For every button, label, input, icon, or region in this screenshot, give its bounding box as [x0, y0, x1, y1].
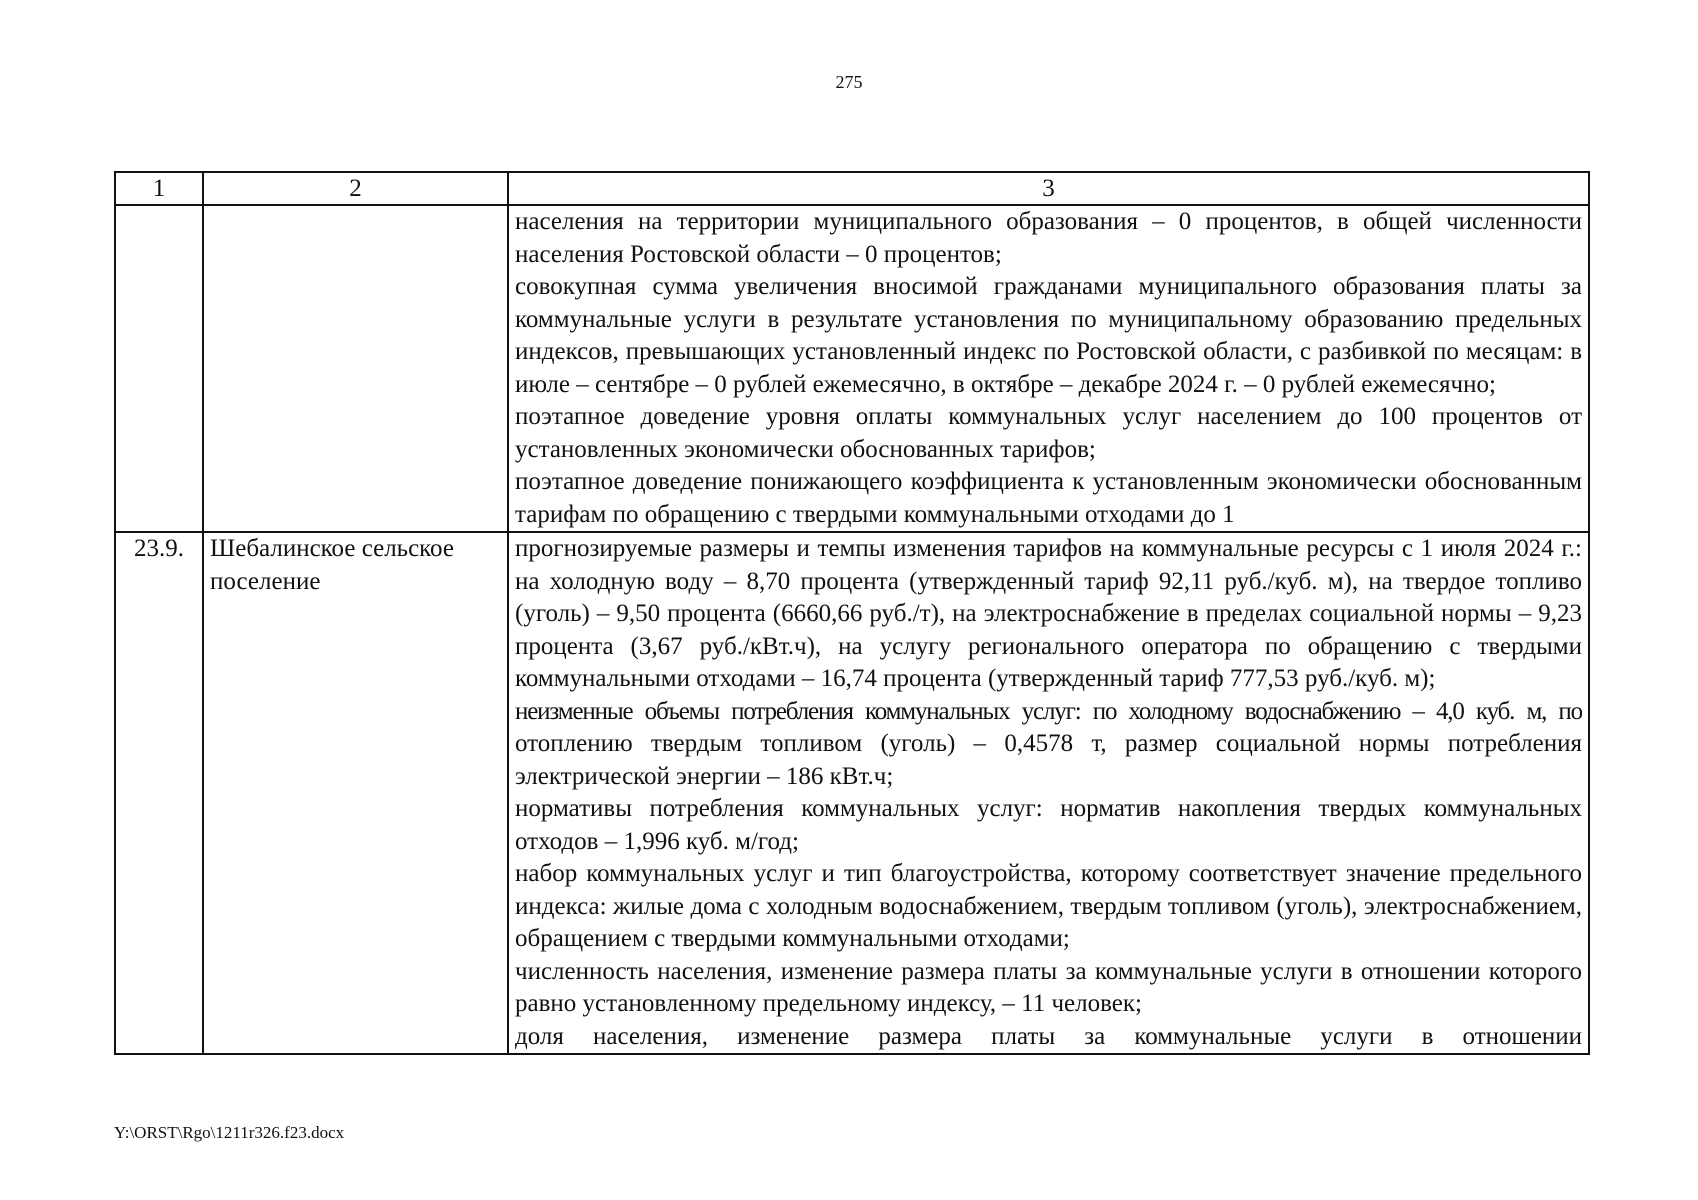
paragraph: набор коммунальных услуг и тип благоустройства, которому соответствует значение предельного индекса: жилые дома с холодным водоснабжением, твердым топливом (уголь), электроснабжением, обращением с твердыми коммунальными отходами; — [515, 860, 1582, 952]
description-cell — [508, 532, 1589, 1054]
paragraph: населения на территории муниципального образования – 0 процентов, в общей численности населения Ростовской области – 0 процентов; — [515, 208, 1582, 268]
paragraph: прогнозируемые размеры и темпы изменения тарифов на коммунальные ресурсы с 1 июля 2024 г.: на холодную воду – 8,70 процента (утвержденный тариф 92,11 руб./куб. м), на твердое топливо (уголь) – 9,50 процента (6660,66 руб./т), на электроснабжение в пределах социальной нормы – 9,23 процента (3,67 руб./кВт.ч), на услугу регионального оператора по обращению с твердыми коммунальными отходами – 16,74 процента (утвержденный тариф 777,53 руб./куб. м); — [515, 535, 1582, 692]
paragraph: поэтапное доведение уровня оплаты коммунальных услуг населением до 100 процентов от установленных экономически обоснованных тарифов; — [515, 403, 1582, 463]
row-number-cell — [115, 205, 203, 532]
paragraph: совокупная сумма увеличения вносимой гражданами муниципального образования платы за коммунальные услуги в результате установления по муниципальному образованию предельных индексов, превышающих установленный индекс по Ростовской области, с разбивкой по месяцам: в июле – сентябре – 0 рублей ежемесячно, в октябре – декабре 2024 г. – 0 рублей ежемесячно; — [515, 273, 1582, 398]
table-header-row — [115, 172, 1589, 205]
description-cell — [508, 205, 1589, 532]
settlement-name-cell: Шебалинское сельское поселение — [203, 532, 508, 1054]
settlement-name-cell — [203, 205, 508, 532]
table-row — [115, 205, 1589, 532]
paragraph: неизменные объемы потребления коммунальных услуг: по холодному водоснабжению – 4,0 куб. м, по — [515, 697, 1582, 725]
table-row — [115, 532, 1589, 1054]
paragraph: доля населения, изменение размера платы за коммунальные услуги в отношении — [515, 1022, 1582, 1050]
header-cell-2: 2 — [203, 172, 508, 205]
paragraph: отоплению твердым топливом (уголь) – 0,4578 т, размер социальной нормы потребления электрической энергии – 186 кВт.ч; — [515, 730, 1582, 790]
header-cell-1: 1 — [115, 172, 203, 205]
file-path-footer: Y:\ORST\Rgo\1211r326.f23.docx — [114, 1123, 345, 1142]
paragraph: поэтапное доведение понижающего коэффициента к установленным экономически обоснованным тарифам по обращению с твердыми коммунальными отходами до 1 — [515, 468, 1582, 528]
header-cell-3: 3 — [508, 172, 1589, 205]
tariff-table — [114, 171, 1590, 1055]
row-number-cell: 23.9. — [115, 532, 203, 1054]
page-number: 275 — [835, 72, 863, 92]
paragraph: численность населения, изменение размера платы за коммунальные услуги в отношении которого равно установленному предельному индексу, – 11 человек; — [515, 957, 1582, 1017]
paragraph: нормативы потребления коммунальных услуг: норматив накопления твердых коммунальных отходов – 1,996 куб. м/год; — [515, 795, 1582, 855]
